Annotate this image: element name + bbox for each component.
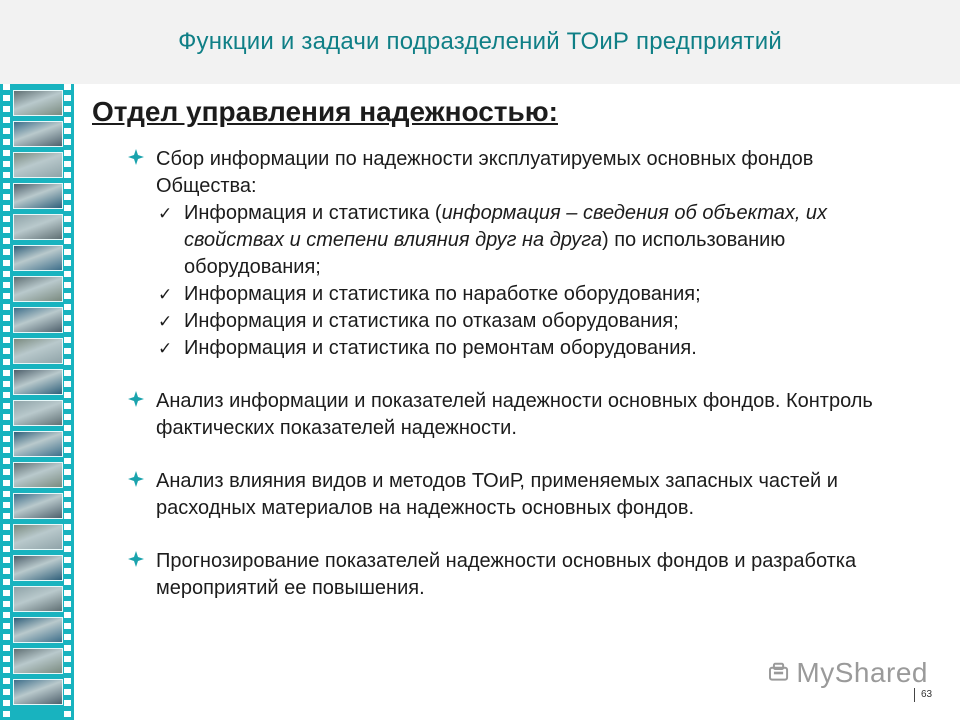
bullet-item xyxy=(128,388,918,442)
film-frame xyxy=(13,555,63,581)
checkmark-icon: ✓ xyxy=(158,204,173,223)
film-perforation-left xyxy=(3,84,10,720)
film-frame xyxy=(13,338,63,364)
film-frame xyxy=(13,431,63,457)
sub-item xyxy=(156,308,918,335)
sub-item-text: Информация и статистика по наработке оборудования; xyxy=(184,283,701,305)
sub-item-text-italic: информация – сведения об объектах, их свойствах и степени влияния друг на друга xyxy=(184,202,828,251)
film-frame xyxy=(13,245,63,271)
watermark xyxy=(768,655,928,691)
film-frame xyxy=(13,152,63,178)
film-frame xyxy=(13,276,63,302)
sub-item-text-prefix: Информация и статистика ( xyxy=(184,202,442,224)
film-frame xyxy=(13,400,63,426)
diamond-bullet-icon xyxy=(128,551,144,567)
sub-item-text: Информация и статистика по ремонтам оборудования. xyxy=(184,337,697,359)
film-frame xyxy=(13,462,63,488)
film-frame xyxy=(13,121,63,147)
myshared-logo-icon xyxy=(768,656,790,690)
sub-item xyxy=(156,200,918,281)
bullet-item xyxy=(128,548,918,602)
watermark-text: MyShared xyxy=(796,657,928,688)
filmstrip-decoration xyxy=(0,84,74,720)
bullet-item xyxy=(128,468,918,522)
film-frame xyxy=(13,586,63,612)
film-frame xyxy=(13,90,63,116)
bullet-text: Анализ информации и показателей надежности основных фондов. Контроль фактических показателей надежности. xyxy=(156,390,873,439)
bullet-item xyxy=(128,146,918,200)
film-frame xyxy=(13,214,63,240)
film-frame xyxy=(13,307,63,333)
film-frame xyxy=(13,183,63,209)
slide-title: Функции и задачи подразделений ТОиР предприятий xyxy=(178,28,782,55)
film-frame xyxy=(13,493,63,519)
checkmark-icon: ✓ xyxy=(158,339,173,358)
diamond-bullet-icon xyxy=(128,149,144,165)
film-frame xyxy=(13,648,63,674)
bullet-text: Прогнозирование показателей надежности основных фондов и разработка мероприятий ее повышения. xyxy=(156,550,857,599)
film-frame xyxy=(13,369,63,395)
sub-item-text: Информация и статистика по отказам оборудования; xyxy=(184,310,679,332)
sub-item-text-suffix: ) по использованию оборудования; xyxy=(184,229,786,278)
film-perforation-right xyxy=(64,84,71,720)
bullet-text: Анализ влияния видов и методов ТОиР, применяемых запасных частей и расходных материалов на надежность основных фондов. xyxy=(156,470,838,519)
film-frame xyxy=(13,679,63,705)
checkmark-icon: ✓ xyxy=(158,312,173,331)
sub-list xyxy=(128,200,918,362)
diamond-bullet-icon xyxy=(128,391,144,407)
page-number: 63 xyxy=(914,688,932,702)
film-frame xyxy=(13,617,63,643)
sub-item xyxy=(156,335,918,362)
checkmark-icon: ✓ xyxy=(158,285,173,304)
sub-item xyxy=(156,281,918,308)
diamond-bullet-icon xyxy=(128,471,144,487)
section-heading: Отдел управления надежностью: xyxy=(92,96,558,127)
bullet-text: Сбор информации по надежности эксплуатируемых основных фондов Общества: xyxy=(156,148,814,197)
bullet-list xyxy=(128,146,918,602)
film-frame xyxy=(13,524,63,550)
